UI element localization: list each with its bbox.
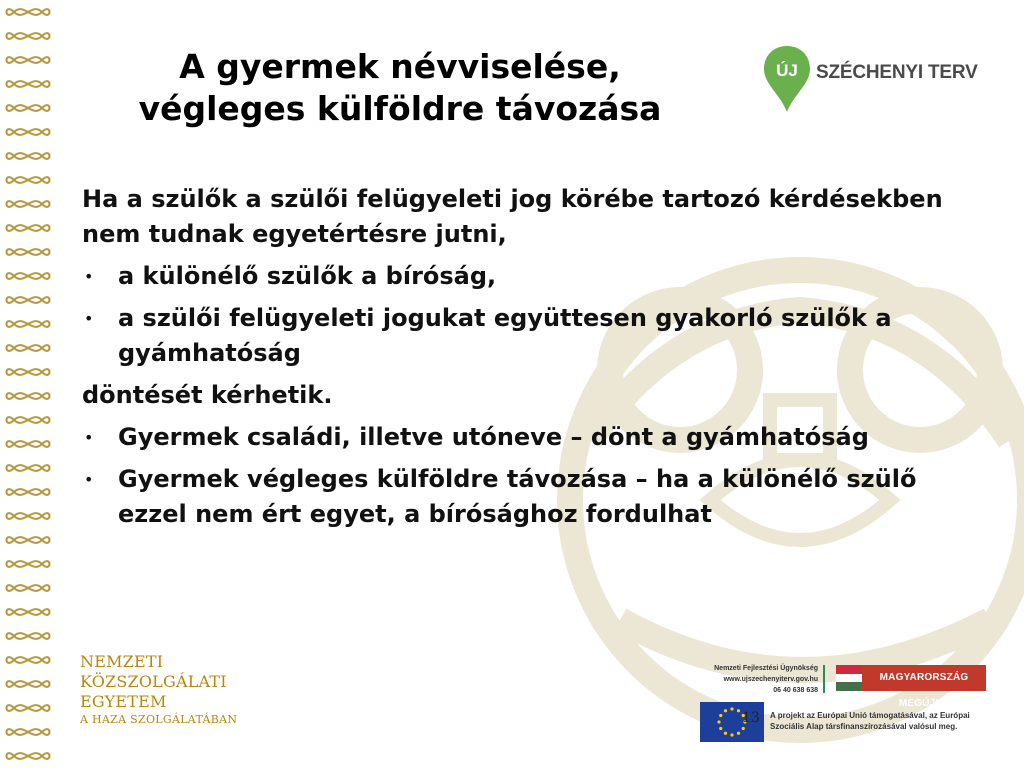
bullet-icon: • <box>84 309 94 328</box>
university-tagline: A HAZA SZOLGÁLATÁBAN <box>80 713 238 726</box>
bullet-icon: • <box>84 470 94 489</box>
list-item-text: Gyermek családi, illetve utóneve – dönt a gyámhatóság <box>118 423 869 451</box>
megujul-banner: MAGYARORSZÁG MEGÚJUL <box>862 665 986 691</box>
hungarian-flag-icon <box>836 665 862 691</box>
list-item <box>82 259 992 294</box>
ornament-loop <box>7 345 50 351</box>
bullet-icon: • <box>84 428 94 447</box>
ornament-loop <box>7 33 50 39</box>
title-line-2: végleges külföldre távozása <box>138 89 662 128</box>
ornament-loop <box>7 465 50 471</box>
eu-star-icon <box>719 714 722 717</box>
ornament-loop <box>7 273 50 279</box>
ornament-loop <box>7 225 50 231</box>
ornament-loop <box>7 201 50 207</box>
ornament-loop <box>7 129 50 135</box>
ornament-loop <box>7 57 50 63</box>
ornament-loop <box>7 81 50 87</box>
ornament-loop <box>7 561 50 567</box>
university-logo <box>80 652 237 728</box>
list-item-text: a különélő szülők a bíróság, <box>118 262 497 290</box>
list-item <box>82 462 992 532</box>
agency-url: www.ujszechenyiterv.gov.hu <box>723 676 818 683</box>
list-item-text: Gyermek végleges külföldre távozása – ha a különélő szülő ezzel nem ért egyet, a bírósághoz fordulhat <box>118 465 917 528</box>
left-border-ornament <box>0 0 56 768</box>
ornament-loop <box>7 537 50 543</box>
ornament-loop <box>7 393 50 399</box>
eu-star-icon <box>737 709 740 712</box>
eu-star-icon <box>730 733 733 736</box>
university-line-1: NEMZETI <box>80 652 164 671</box>
ornament-loop <box>7 177 50 183</box>
eu-star-icon <box>724 709 727 712</box>
bullet-icon: • <box>84 267 94 286</box>
ornament-loop <box>7 321 50 327</box>
university-line-2: KÖZSZOLGÁLATI <box>80 672 227 691</box>
ornament-loop <box>7 705 50 711</box>
brand-name: SZÉCHENYI TERV <box>816 62 978 83</box>
szechenyi-terv-logo <box>762 44 992 114</box>
ornament-loop <box>7 633 50 639</box>
ornament-loop <box>7 513 50 519</box>
agency-info <box>700 663 818 696</box>
nfu-logo-strip <box>700 663 1000 709</box>
pin-label: ÚJ <box>776 61 798 80</box>
eu-star-icon <box>742 727 745 730</box>
page-number: 13 <box>742 710 760 726</box>
mid-paragraph: döntését kérhetik. <box>82 381 333 409</box>
ornament-loop <box>7 753 50 759</box>
ornament-loop <box>7 153 50 159</box>
map-pin-icon <box>762 44 812 114</box>
ornament-loop <box>7 681 50 687</box>
eu-funding-notice: A projekt az Európai Unió támogatásával, az Európai Szociális Alap társfinanszírozásával valósul meg. <box>770 711 970 731</box>
ornament-loop <box>7 489 50 495</box>
title-line-1: A gyermek névviselése, <box>179 47 621 86</box>
list-item-text: a szülői felügyeleti jogukat együttesen gyakorló szülők a gyámhatóság <box>118 304 892 367</box>
ornament-loop <box>7 729 50 735</box>
ornament-loop <box>7 249 50 255</box>
ornament-loop <box>7 609 50 615</box>
eu-star-icon <box>737 732 740 735</box>
ornament-loop <box>7 9 50 15</box>
agency-name: Nemzeti Fejlesztési Ügynökség <box>714 665 818 672</box>
intro-paragraph: Ha a szülők a szülői felügyeleti jog körébe tartozó kérdésekben nem tudnak egyetértésre jutni, <box>82 185 943 248</box>
ornament-loop <box>7 585 50 591</box>
ornament-loop <box>7 105 50 111</box>
eu-star-icon <box>724 732 727 735</box>
slide-body <box>82 182 992 539</box>
list-item <box>82 420 992 455</box>
ornament-loop <box>7 369 50 375</box>
eu-star-icon <box>730 707 733 710</box>
divider <box>823 665 825 693</box>
eu-star-icon <box>719 727 722 730</box>
eu-star-icon <box>717 720 720 723</box>
slide-title <box>60 46 740 130</box>
ornament-loop <box>7 417 50 423</box>
ornament-loop <box>7 297 50 303</box>
ornament-loop <box>7 441 50 447</box>
ornament-loop <box>7 657 50 663</box>
university-line-3: EGYETEM <box>80 692 167 711</box>
agency-phone: 06 40 638 638 <box>773 687 818 694</box>
list-item <box>82 301 992 371</box>
